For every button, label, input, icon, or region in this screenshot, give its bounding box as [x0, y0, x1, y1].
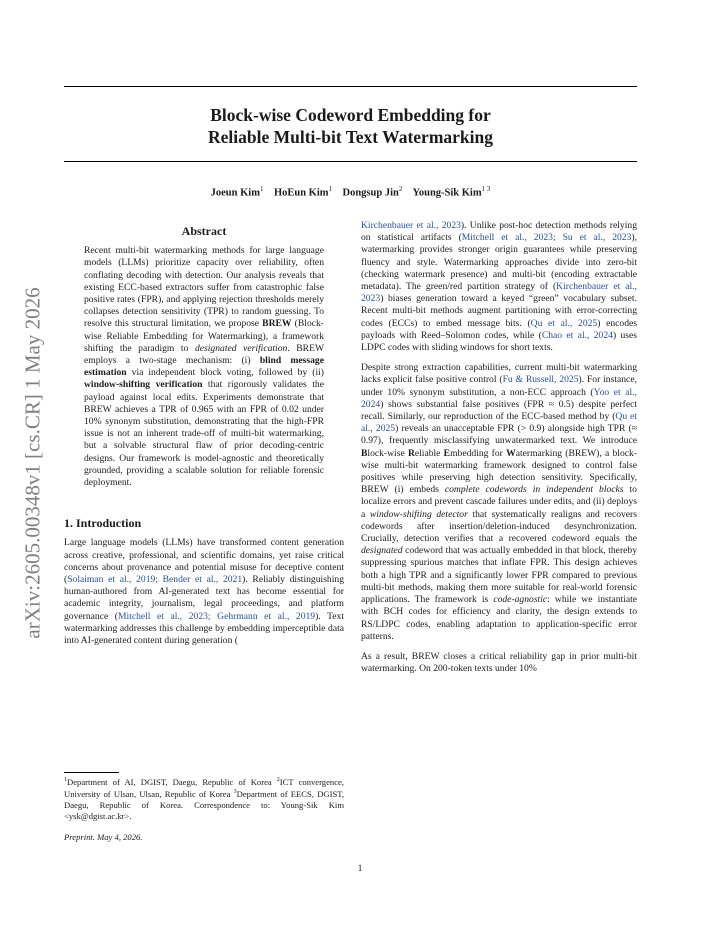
section-heading-introduction: 1. Introduction [64, 516, 142, 531]
emphasis-text: designated [361, 545, 403, 557]
citation-link[interactable]: Kirchenbauer et al., 2023 [361, 281, 637, 305]
body-text: Despite strong extraction capabilities, current multi-bit watermarking lacks explicit false positive control ( [361, 362, 637, 386]
footnote-span: Department of AI, DGIST, Daegu, Republic of Korea [67, 776, 277, 787]
abstract-text-span: via independent block voting, followed by (ii) [126, 367, 324, 379]
body-text: atermarking (BREW), a block-wise multi-bit watermarking framework designed to control false positives while preserving high detection sensitivity. Specifically, BREW (i) embeds [361, 447, 637, 496]
footnote-rule [64, 772, 119, 773]
abstract-text-span: Recent multi-bit watermarking methods for large language models (LLMs) prioritize capacity over reliability, often conflating decoding with detection. Our analysis reveals that existing ECC-based extractors suffer from catastrophic false positive rates (FPR), and applying rejection thresholds merely collapses detection sensitivity (TPR) to random guessing. To resolve this structural limitation, we propose [84, 245, 324, 330]
footnote-marker: 2 [276, 777, 280, 783]
arxiv-identifier-text: arXiv:2605.00348v1 [cs.CR] 1 May 2026 [20, 287, 45, 639]
abstract-bold: BREW [262, 318, 292, 330]
citation-link[interactable]: Solaiman et al., 2019; Bender et al., 2021 [67, 574, 243, 586]
footnote-marker: 3 [233, 789, 237, 796]
body-text: lock-wise [367, 447, 408, 459]
acronym-letter: R [407, 447, 415, 459]
body-text: codeword that was actually embedded in that block, thereby suppressing spurious matches that inflate FPR. This design achieves both a high TPR and a significantly lower FPR compared to previous multi-bit methods, making them more suitable for real-world forensic applications. The framework is [361, 545, 637, 606]
footnote-span: ICT convergence, University of Ulsan, Ulsan, Republic of Korea [64, 776, 344, 800]
body-text: Large language models (LLMs) have transformed content generation across creative, professional, and scientific domains, yet raise critical concerns about provenance and potential misuse for deceptive content ( [64, 537, 344, 586]
footnote-span: Department of EECS, DGIST, Daegu, Republic of Korea. Correspondence to: Young-Sik Kim <ysk@dgist.ac.kr>. [64, 789, 345, 821]
arxiv-identifier [20, 263, 46, 663]
body-text: to localize errors and prevent cascade failures under edits, and (ii) deploys a [361, 484, 637, 520]
acronym-letter: W [506, 447, 516, 459]
body-text: ). Unlike post-hoc detection methods relying on statistical artifacts ( [361, 220, 637, 244]
body-text: ) biases generation toward a keyed “green” vocabulary subset. Recent multi-bit methods augment partitioning with error-correcting codes (ECCs) to embed message bits. ( [361, 293, 637, 329]
title-rule-bottom [64, 161, 637, 162]
author-affiliation: 1 3 [481, 185, 491, 193]
author-name: Dongsup Jin [342, 187, 399, 199]
footnote-text [64, 775, 344, 821]
abstract-text-span: that rigorously validates the payload against local edits. Experiments demonstrate that BREW achieves a TPR of 0.965 with an FPR of 0.02 under 10% synonym substitution, demonstrating that the high-FPR issue is not an inherent trade-off of multi-bit watermarking, but a solvable structural flaw of prior decoding-centric designs. Our framework is model-agnostic and theoretically grounded, providing a scalable solution for reliable forensic deployment. [84, 379, 324, 489]
author-list [64, 185, 637, 199]
citation-link[interactable]: Kirchenbauer et al., 2023 [361, 220, 461, 231]
citation-link[interactable]: Qu et al., 2025 [530, 317, 598, 329]
citation-link[interactable]: Chao et al., 2024 [541, 329, 613, 341]
body-text: ). Reliably distinguishing human-authored from AI-generated text has become essential for academic integrity, journalism, legal proceedings, and platform governance ( [64, 574, 344, 622]
citation-link[interactable]: Mitchell et al., 2023; Su et al., 2023 [461, 232, 632, 244]
body-text: ) reveals an unacceptable FPR (> 0.9) alongside high TPR (≈ 0.97), frequently misclassifying unwatermarked text. We introduce [361, 423, 637, 447]
affiliation-footnote [64, 772, 344, 821]
paper-title [64, 104, 637, 148]
abstract-emphasis: designated verification [194, 342, 288, 354]
abstract-heading: Abstract [181, 224, 227, 238]
footnote-marker: 1 [64, 777, 67, 783]
left-column [64, 222, 344, 655]
page-number: 1 [357, 863, 363, 874]
citation-link[interactable]: Fu & Russell, 2025 [502, 374, 579, 386]
intro-paragraph-3: As a result, BREW closes a critical reliability gap in prior multi-bit watermarking. On 200-token texts under 10% [361, 650, 637, 675]
body-text: : while we instantiate with BCH codes for efficiency and clarity, the design extends to RS/LDPC codes, enabling adaptation to application-specific error patterns. [361, 594, 638, 642]
author-affiliation: 1 [259, 185, 264, 193]
title-line-1: Block-wise Codeword Embedding for [210, 105, 491, 125]
citation-link[interactable]: Mitchell et al., 2023; Gehrmann et al., 2019 [117, 610, 316, 622]
author-affiliation: 2 [398, 185, 403, 193]
abstract-bold: window-shifting verification [84, 379, 203, 391]
acronym-letter: B [361, 447, 368, 459]
abstract-text [64, 245, 344, 489]
title-rule-top [64, 86, 637, 87]
emphasis-text: complete codewords in independent blocks [444, 484, 624, 496]
emphasis-text: code-agnostic [493, 594, 548, 606]
body-text: ) encodes payloads with Reed–Solomon codes, while ( [361, 317, 637, 341]
title-line-2: Reliable Multi-bit Text Watermarking [207, 127, 494, 147]
author-name: HoEun Kim [273, 187, 329, 199]
acronym-letter: E [443, 447, 451, 459]
citation-link[interactable]: Qu et al., 2025 [361, 411, 637, 435]
body-text: ) uses LDPC codes with sliding windows for short texts. [361, 329, 638, 354]
body-text: that systematically realigns and recovers codewords after insertion/deletion-induced desynchronization. Crucially, detection verifies that a recovered codeword equals the [361, 508, 637, 545]
body-text: ). For instance, under 10% synonym substitution, a non-ECC approach ( [361, 374, 637, 398]
citation-link[interactable]: Yoo et al., 2024 [361, 386, 637, 410]
author-name: Young-Sik Kim [412, 187, 482, 199]
abstract-text-span: . BREW employs a two-stage mechanism: (i) [84, 342, 324, 367]
body-text: ) shows substantial false positives (FPR ≈ 0.5) despite perfect recall. Similarly, our reproduction of the ECC-based method by ( [361, 398, 637, 423]
abstract-text-span: (Block-wise Reliable Embedding for Watermarking), a framework shifting the paradigm to [84, 318, 324, 354]
intro-paragraph-1 [64, 537, 344, 647]
body-text: ). Text watermarking addresses this challenge by embedding imperceptible data into AI-generated content during generation ( [64, 610, 344, 647]
right-column [361, 220, 637, 683]
author-affiliation: 1 [328, 185, 332, 193]
author-name: Joeun Kim [210, 187, 260, 199]
intro-paragraph-1-continued [361, 220, 637, 354]
abstract-bold: blind message estimation [84, 355, 324, 379]
body-text: mbedding for [450, 447, 507, 459]
body-text: ), watermarking provides stronger origin guarantees while preserving fluency and style. Watermarking approaches divide into zero-bit (checking watermark presence) and multi-bit (encoding extractable metadata). The green/red partition strategy of ( [361, 232, 637, 293]
preprint-note: Preprint. May 4, 2026. [64, 832, 143, 842]
emphasis-text: window-shifting detector [369, 508, 468, 520]
intro-paragraph-2 [361, 362, 637, 643]
body-text: eliable [414, 447, 444, 459]
